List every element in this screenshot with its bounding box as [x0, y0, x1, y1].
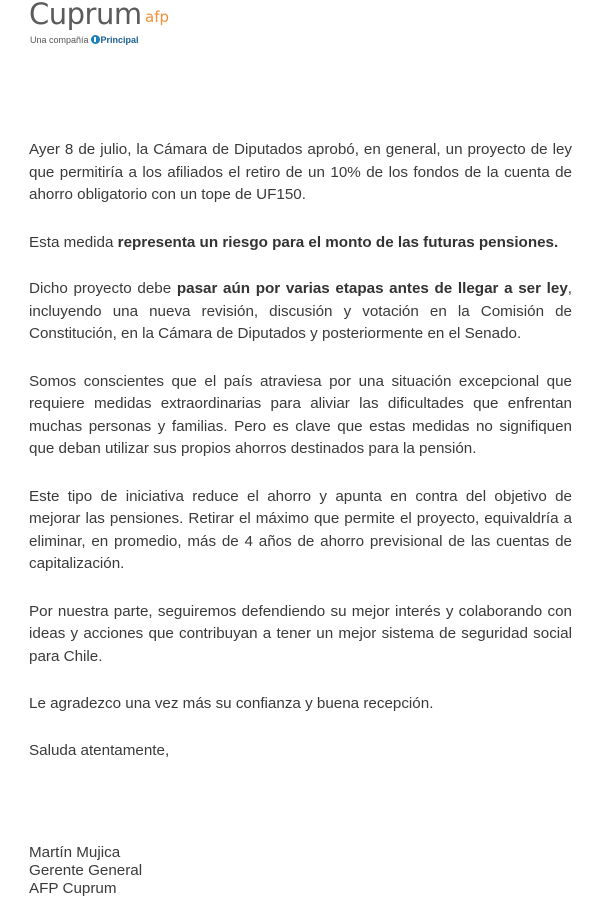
signature-title: Gerente General: [29, 862, 143, 879]
paragraph-4: Somos conscientes que el país atraviesa por una situación excepcional que requiere medidas extraordinarias para aliviar las dificultades que enfrentan muchas personas y familias. Pero es clave que estas medidas no signifiquen que deban utilizar sus propios ahorros destinados para la pensión.: [29, 372, 572, 457]
closing-line: Saluda atentamente,: [29, 741, 170, 759]
brand-header: [29, 0, 279, 50]
signature-name: Martín Mujica: [29, 844, 121, 861]
paragraph-7: Le agradezco una vez más su confianza y buena recepción.: [29, 695, 434, 712]
logo-tagline: [30, 34, 139, 46]
logo-afp-suffix: afp: [145, 8, 169, 26]
principal-logo-icon: [91, 35, 100, 44]
tagline-prefix: Una compañía: [30, 35, 89, 45]
tagline-brand: Principal: [100, 35, 139, 45]
logo-wordmark: Cuprum: [29, 0, 142, 31]
paragraph-3-text-a: Dicho proyecto debe: [29, 280, 177, 297]
paragraph-2: [29, 232, 572, 255]
paragraph-2-emphasis: representa un riesgo para el monto de las futuras pensiones.: [117, 233, 559, 251]
signature-block: [29, 844, 142, 898]
paragraph-5: Este tipo de iniciativa reduce el ahorro y apunta en contra del objetivo de mejorar las pensiones. Retirar el máximo que permite el proyecto, equivaldría a eliminar, en promedio, más de 4 años de ahorro previsional de las cuentas de capitalización.: [29, 487, 572, 572]
paragraph-3-emphasis: pasar aún por varias etapas antes de llegar a ser ley: [176, 280, 568, 297]
paragraph-6: Por nuestra parte, seguiremos defendiendo su mejor interés y colaborando con ideas y acciones que contribuyan a tener un mejor sistema de seguridad social para Chile.: [29, 602, 572, 665]
paragraph-3-text-b: , incluyendo una nueva revisión, discusión y votación en la Comisión de Constitución, en la Cámara de Diputados y posteriormente en el Senado.: [29, 280, 572, 342]
paragraph-2-text: Esta medida: [29, 233, 118, 251]
paragraph-1: Ayer 8 de julio, la Cámara de Diputados aprobó, en general, un proyecto de ley que permitiría a los afiliados el retiro de un 10% de los fondos de la cuenta de ahorro obligatorio con un tope de UF150.: [29, 141, 572, 203]
letter-body: [29, 139, 572, 787]
signature-company: AFP Cuprum: [29, 880, 117, 897]
paragraph-3: [29, 278, 572, 346]
